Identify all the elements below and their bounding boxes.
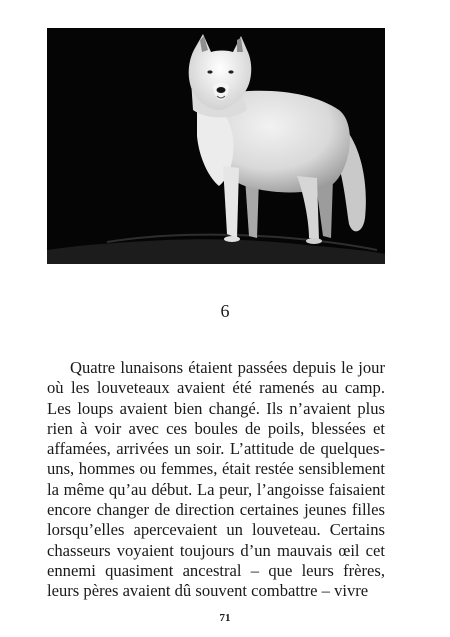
chapter-number: 6	[220, 301, 230, 321]
page-number: 71	[219, 612, 231, 624]
wolf-photo	[47, 28, 385, 264]
wolf-illustration	[47, 28, 385, 264]
body-paragraph: Quatre lunaisons étaient passées depuis le jour où les louveteaux avaient été ramenés au camp. Les loups avaient bien changé. Ils n’avaient plus rien à voir avec ces boules de poils, blessées et affamées, arrivées un soir. L’attitude de quelquesuns, hommes ou femmes, était restée sensiblement la même qu’au début. La peur, l’angoisse faisaient encore changer de direction certaines jeunes filles lorsqu’elles apercevaient un louveteau. Certains chasseurs voyaient toujours d’un mauvais œil cet ennemi quasiment ancestral – que leurs frères, leurs pères avaient dû souvent combattre – vivre	[47, 358, 385, 601]
